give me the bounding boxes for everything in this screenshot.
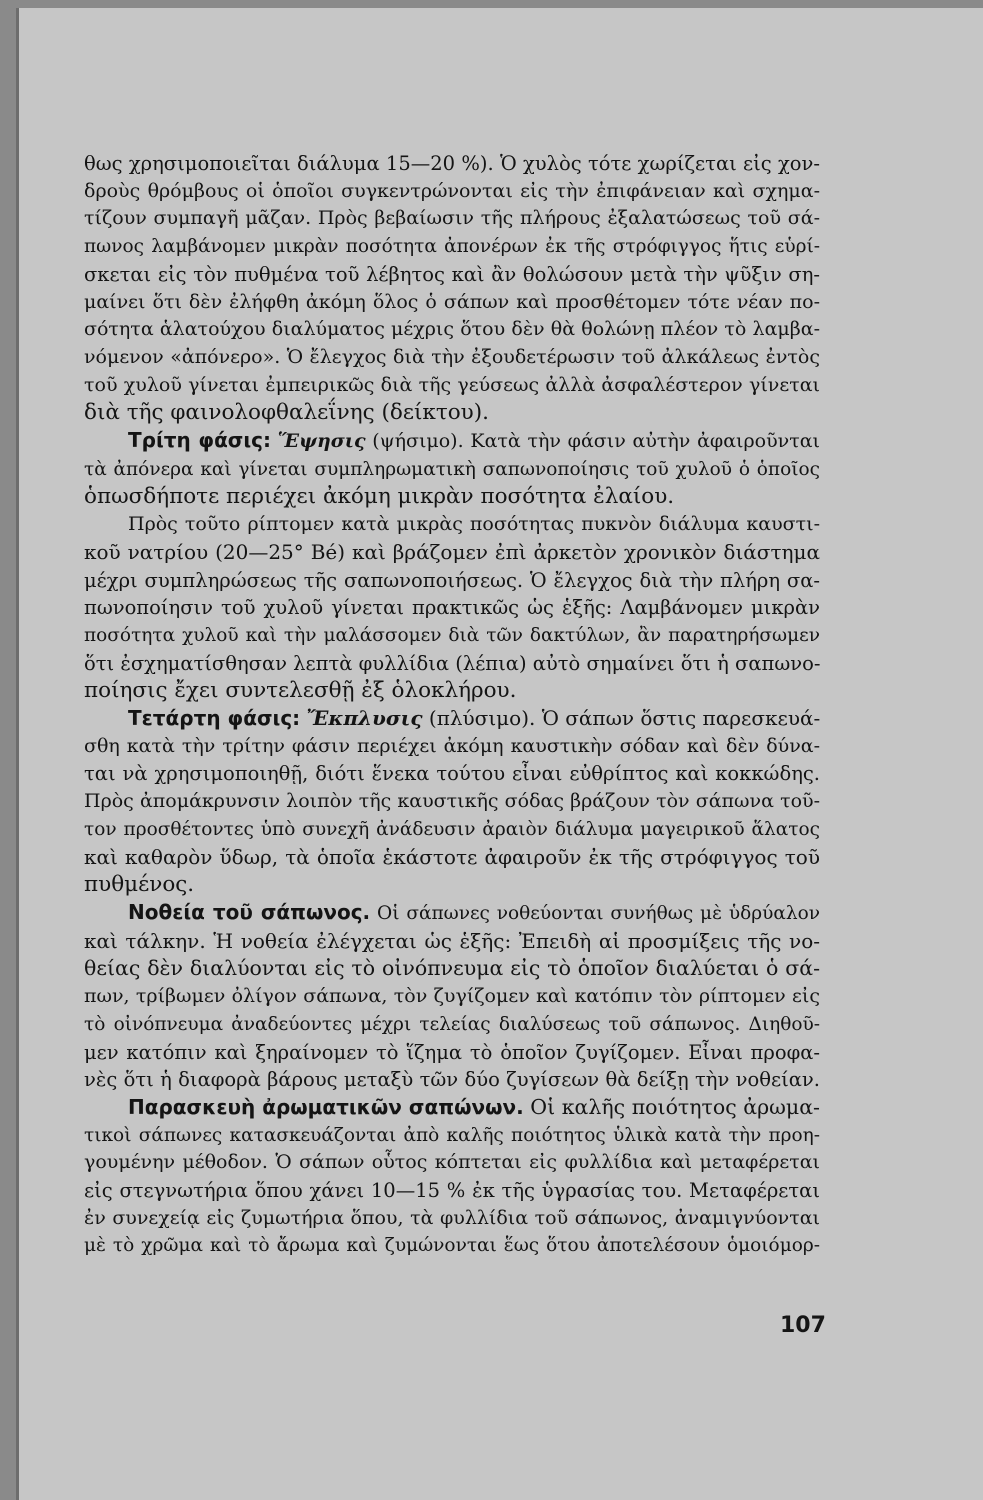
page-edge-shadow xyxy=(16,8,19,1500)
text-line: θείας δὲν διαλύονται εἰς τὸ οἰνόπνευμα εἰς τὸ ὁποῖον διαλύεται ὁ σά- xyxy=(84,956,820,981)
text-line: ὁπωσδήποτε περιέχει ἀκόμη μικρὰν ποσότητα ἐλαίου. xyxy=(84,484,675,510)
text-fragment: Οἱ καλῆς ποιότητος ἀρωμα- xyxy=(530,1094,820,1119)
text-line: ποσότητα χυλοῦ καὶ τὴν μαλάσσομεν διὰ τῶν δακτύλων, ἂν παρατηρήσωμεν xyxy=(84,624,820,646)
section-line-adulteration xyxy=(84,899,820,928)
text-line: μαίνει ὅτι δὲν ἐλήφθη ἀκόμη ὅλος ὁ σάπων καὶ προσθέτομεν τότε νέαν πο- xyxy=(84,290,820,313)
text-line: ὅτι ἐσχηματίσθησαν λεπτὰ φυλλίδια (λέπια) αὐτὸ σημαίνει ὅτι ἡ σαπωνο- xyxy=(84,651,821,675)
text-line: πωνοποίησιν τοῦ χυλοῦ γίνεται πρακτικῶς ὡς ἑξῆς: Λαμβάνομεν μικρὰν xyxy=(84,596,820,620)
text-line: κοῦ νατρίου (20—25° Bé) καὶ βράζομεν ἐπὶ ἀρκετὸν χρονικὸν διάστημα xyxy=(84,539,820,564)
heading-phase4: Τετάρτη φάσις: xyxy=(128,706,301,731)
text-line: τον προσθέτοντες ὑπὸ συνεχῆ ἀνάδευσιν ἀραιὸν διάλυμα μαγειρικοῦ ἅλατος xyxy=(84,818,820,840)
text-fragment: (ψήσιμο). Κατὰ τὴν φάσιν αὐτὴν ἀφαιροῦνται xyxy=(372,430,820,453)
text-line: μέχρι συμπληρώσεως τῆς σαπωνοποιήσεως. Ὁ ἔλεγχος διὰ τὴν πλήρη σα- xyxy=(84,568,820,592)
text-line: ται νὰ χρησιμοποιηθῇ, διότι ἕνεκα τούτου εἶναι εὐθρίπτος καὶ κοκκώδης. xyxy=(84,762,820,786)
heading-adulteration: Νοθεία τοῦ σάπωνος. xyxy=(128,899,371,924)
section-line-aromatic xyxy=(84,1094,820,1122)
text-line: νὲς ὅτι ἡ διαφορὰ βάρους μεταξὺ τῶν δύο ζυγίσεων θὰ δείξῃ τὴν νοθείαν. xyxy=(84,1068,820,1092)
heading-phase3: Τρίτη φάσις: xyxy=(128,428,272,453)
text-line: διὰ τῆς φαινολοφθαλεΐνης (δείκτου). xyxy=(84,400,489,426)
text-line: θως χρησιμοποιεῖται διάλυμα 15—20 %). Ὁ χυλὸς τότε χωρίζεται εἰς χον- xyxy=(84,152,820,175)
term-phase3: Ἕψησις xyxy=(277,430,366,453)
body-text xyxy=(84,150,820,1260)
heading-aromatic: Παρασκευὴ ἀρωματικῶν σαπώνων. xyxy=(128,1094,524,1119)
text-line: γουμένην μέθοδον. Ὁ σάπων οὗτος κόπτεται εἰς φυλλίδια καὶ μεταφέρεται xyxy=(84,1151,820,1174)
page-number: 107 xyxy=(780,1313,826,1338)
text-line: νόμενον «ἀπόνερο». Ὁ ἔλεγχος διὰ τὴν ἐξουδετέρωσιν τοῦ ἀλκάλεως ἐντὸς xyxy=(84,345,820,368)
text-line: Πρὸς ἀπομάκρυνσιν λοιπὸν τῆς καυστικῆς σόδας βράζουν τὸν σάπωνα τοῦ- xyxy=(84,790,820,813)
text-line: τὰ ἀπόνερα καὶ γίνεται συμπληρωματικὴ σαπωνοποίησις τοῦ χυλοῦ ὁ ὁποῖος xyxy=(84,458,820,480)
text-fragment: (πλύσιμο). Ὁ σάπων ὅστις παρεσκευά- xyxy=(428,706,821,731)
text-fragment: Οἱ σάπωνες νοθεύονται συνήθως μὲ ὑδρύαλον xyxy=(377,902,820,924)
text-line: εἰς στεγνωτήρια ὅπου χάνει 10—15 % ἐκ τῆς ὑγρασίας του. Μεταφέρεται xyxy=(84,1179,820,1203)
section-line-phase3 xyxy=(84,427,820,456)
text-line: πυθμένος. xyxy=(84,872,195,898)
text-line: ποίησις ἔχει συντελεσθῇ ἐξ ὁλοκλήρου. xyxy=(84,678,517,704)
text-line: τικοὶ σάπωνες κατασκευάζονται ἀπὸ καλῆς ποιότητος ὑλικὰ κατὰ τὴν προη- xyxy=(84,1124,820,1146)
text-line: καὶ τάλκην. Ἡ νοθεία ἐλέγχεται ὡς ἑξῆς: Ἐπειδὴ αἱ προσμίξεις τῆς νο- xyxy=(84,928,820,953)
text-line: τὸ οἰνόπνευμα ἀναδεύοντες μέχρι τελείας διαλύσεως τοῦ σάπωνος. Διηθοῦ- xyxy=(84,1013,820,1035)
section-line-phase4 xyxy=(84,705,820,733)
text-line: μεν κατόπιν καὶ ξηραίνομεν τὸ ἵζημα τὸ ὁποῖον ζυγίζομεν. Εἶναι προφα- xyxy=(84,1040,820,1064)
text-line: μὲ τὸ χρῶμα καὶ τὸ ἄρωμα καὶ ζυμώνονται ἕως ὅτου ἀποτελέσουν ὁμοιόμορ- xyxy=(84,1235,820,1257)
text-line: σκεται εἰς τὸν πυθμένα τοῦ λέβητος καὶ ἂν θολώσουν μετὰ τὴν ψῦξιν ση- xyxy=(84,262,820,286)
text-line: Πρὸς τοῦτο ρίπτομεν κατὰ μικρὰς ποσότητας πυκνὸν διάλυμα καυστι- xyxy=(128,513,820,536)
text-line: ἐν συνεχείᾳ εἰς ζυμωτήρια ὅπου, τὰ φυλλίδια τοῦ σάπωνος, ἀναμιγνύονται xyxy=(84,1206,820,1229)
text-line: τοῦ χυλοῦ γίνεται ἐμπειρικῶς διὰ τῆς γεύσεως ἀλλὰ ἀσφαλέστερον γίνεται xyxy=(84,373,820,396)
text-line: πωνος λαμβάνομεν μικρὰν ποσότητα ἀπονέρων ἐκ τῆς στρόφιγγος ἥτις εὑρί- xyxy=(84,236,820,258)
text-line: δροὺς θρόμβους οἱ ὁποῖοι συγκεντρώνονται εἰς τὴν ἐπιφάνειαν καὶ σχημα- xyxy=(84,179,820,202)
term-phase4: Ἔκπλυσις xyxy=(306,706,423,731)
text-line: καὶ καθαρὸν ὕδωρ, τὰ ὁποῖα ἑκάστοτε ἀφαιροῦν ἐκ τῆς στρόφιγγος τοῦ xyxy=(84,844,820,869)
text-line: σότητα ἁλατούχου διαλύματος μέχρις ὅτου δὲν θὰ θολώνῃ πλέον τὸ λαμβα- xyxy=(84,318,820,341)
text-line: πων, τρίβωμεν ὀλίγον σάπωνα, τὸν ζυγίζομεν καὶ κατόπιν τὸν ρίπτομεν εἰς xyxy=(84,985,820,1008)
text-line: σθη κατὰ τὴν τρίτην φάσιν περιέχει ἀκόμη καυστικὴν σόδαν καὶ δὲν δύνα- xyxy=(84,734,820,757)
text-line: τίζουν συμπαγῆ μᾶζαν. Πρὸς βεβαίωσιν τῆς πλήρους ἐξαλατώσεως τοῦ σά- xyxy=(84,207,820,230)
